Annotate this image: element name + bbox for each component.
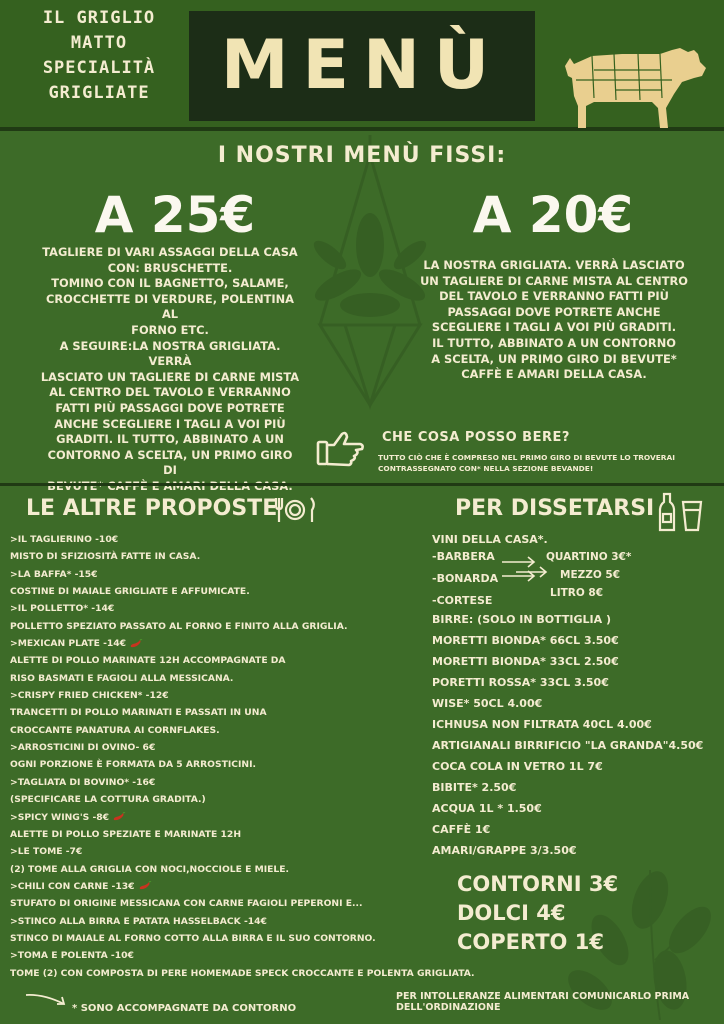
proposal-line [10,878,450,895]
proposal-text: STUFATO DI ORIGINE MESSICANA CON CARNE FAGIOLI PEPERONI E... [10,898,363,910]
proposal-text: >LE TOME -7€ [10,846,83,858]
proposal-line [10,947,450,964]
desc-line: PASSAGGI DOVE POTRETE ANCHE [447,304,661,319]
extra-item: DOLCI 4€ [457,901,566,925]
proposal-text: >LA BAFFA* -15€ [10,568,98,580]
proposal-text: ALETTE DI POLLO MARINATE 12H ACCOMPAGNATE DA [10,655,286,667]
wine-name: -BARBERA [432,550,495,563]
proposal-text: >CHILI CON CARNE -13€ [10,880,135,892]
wine-name: -BONARDA [432,572,499,585]
brand-line: MATTO [70,33,128,53]
drink-item: BIRRE: (SOLO IN BOTTIGLIA ) [432,613,611,626]
desc-line: UN TAGLIERE DI CARNE MISTA AL CENTRO [420,273,688,288]
desc-line: AL CENTRO DEL TAVOLO E VERRANNO [49,385,291,400]
proposal-line [10,652,450,669]
drinks-list [432,609,722,861]
proposal-text: TOME (2) CON COMPOSTA DI PERE HOMEMADE SPECK CROCCANTE E POLENTA GRIGLIATA. [10,967,475,979]
wine-header-block [432,529,722,550]
proposal-line [10,756,450,773]
proposal-text: >CRISPY FRIED CHICKEN* -12€ [10,690,169,702]
proposal-text: STINCO DI MAIALE AL FORNO COTTO ALLA BIRRA E IL SUO CONTORNO. [10,932,376,944]
cutlery-icon [272,496,318,524]
desc-line: A SEGUIRE:LA NOSTRA GRIGLIATA. VERRÀ [59,338,281,369]
proposal-line [10,930,450,947]
desc-line: CROCCHETTE DI VERDURE, POLENTINA AL [46,291,294,322]
proposal-line [10,704,450,721]
allergy-line: PER INTOLLERANZE ALIMENTARI COMUNICARLO PRIMA [396,991,690,1002]
proposal-line [10,965,475,982]
drink-question: CHE COSA POSSO BERE? [382,430,570,445]
desc-line: LA NOSTRA GRIGLIATA. VERRÀ LASCIATO [423,258,685,272]
price-25: A 25€ [94,186,256,244]
desc-line: TOMINO CON IL BAGNETTO, SALAME, [51,276,289,291]
proposal-line [10,583,450,600]
proposal-line [10,618,450,635]
other-proposals-title: LE ALTRE PROPOSTE [26,496,278,521]
hanging-plant-icon [300,135,440,420]
proposal-text: ALETTE DI POLLO SPEZIATE E MARINATE 12H [10,828,242,840]
desc-line: CONTORNO A SCELTA, UN PRIMO GIRO DI [47,447,293,478]
brand-line: SPECIALITÀ [42,58,156,78]
arrow-icon [502,557,546,581]
proposal-text: MISTO DI SFIZIOSITÀ FATTE IN CASA. [10,551,201,563]
drink-item: ICHNUSA NON FILTRATA 40CL 4.00€ [432,718,652,731]
proposal-line [10,635,450,652]
proposal-line [10,548,450,565]
desc-line: FORNO ETC. [131,322,209,337]
proposal-line [10,531,450,548]
drink-item: ARTIGIANALI BIRRIFICIO "LA GRANDA"4.50€ [432,739,704,752]
drink-item: BIBITE* 2.50€ [432,781,517,794]
drink-item: MORETTI BIONDA* 33CL 2.50€ [432,655,619,668]
wine-header: VINI DELLA CASA*. [432,533,548,546]
desc-line: SCEGLIERE I TAGLI A VOI PIÙ GRADITI. [431,320,677,335]
proposal-text: POLLETTO SPEZIATO PASSATO AL FORNO E FINITO ALLA GRIGLIA. [10,620,348,632]
drink-item: AMARI/GRAPPE 3/3.50€ [432,844,577,857]
brand-line: IL GRIGLIO [42,8,156,28]
drink-item: MORETTI BIONDA* 66CL 3.50€ [432,634,619,647]
proposal-line [10,809,450,826]
desc-line: CON: BRUSCHETTE. [107,260,233,275]
allergy-note [396,991,696,1013]
proposal-text: >IL TAGLIERINO -10€ [10,534,119,545]
proposal-line [10,722,450,739]
extras-list [457,870,697,957]
note-line: CONTRASSEGNATO CON* NELLA SEZIONE BEVANDE! [378,464,594,473]
proposal-line [10,600,450,617]
proposal-line [10,895,450,912]
proposal-line [10,566,450,583]
proposal-line [10,843,450,860]
bottle-glass-icon [655,492,705,532]
proposal-line [10,774,450,791]
proposal-text: >IL POLLETTO* -14€ [10,603,115,615]
proposal-line [10,670,450,687]
desc-line [40,479,300,495]
desc-line: FATTI PIÙ PASSAGGI DOVE POTRETE [55,400,285,415]
price-20: A 20€ [472,186,634,244]
proposal-line [10,791,450,808]
proposal-text: >SPICY WING'S -8€ [10,811,110,823]
proposal-text: RISO BASMATI E FAGIOLI ALLA MESSICANA. [10,672,234,684]
desc-line: GRADITI. IL TUTTO, ABBINATO A UN [56,432,284,447]
desc-line: TAGLIERE DI VARI ASSAGGI DELLA CASA [42,245,298,259]
proposal-line [10,687,450,704]
drink-item: CAFFÈ 1€ [432,823,491,836]
extra-item: CONTORNI 3€ [457,872,619,896]
wine-section [430,548,660,608]
chili-pepper-icon [138,881,152,891]
legend-note: * SONO ACCOMPAGNATE DA CONTORNO [72,1003,297,1014]
wine-name: -CORTESE [432,594,493,607]
proposal-text: >MEXICAN PLATE -14€ [10,638,127,650]
drink-item: ACQUA 1L * 1.50€ [432,802,542,815]
desc-line: ANCHE SCEGLIERE I TAGLI A VOI PIÙ [54,416,286,431]
proposal-text: OGNI PORZIONE È FORMATA DA 5 ARROSTICINI. [10,759,257,771]
note-line: TUTTO CIÒ CHE È COMPRESO NEL PRIMO GIRO DI BEVUTE LO TROVERAI [378,453,675,462]
wine-price: QUARTINO 3€* [546,551,632,563]
menu-25-description [40,245,300,495]
brand-block [24,6,174,106]
proposal-text: COSTINE DI MAIALE GRIGLIATE E AFFUMICATE. [10,586,250,598]
proposal-line [10,913,450,930]
proposal-line [10,739,450,756]
chili-pepper-icon [112,812,126,822]
allergy-line: DELL'ORDINAZIONE [396,1002,501,1013]
proposal-text: TRANCETTI DI POLLO MARINATI E PASSATI IN UNA [10,707,267,719]
proposal-line [10,826,450,843]
wine-price: LITRO 8€ [550,587,604,599]
proposal-text: >ARROSTICINI DI OVINO- 6€ [10,742,156,754]
drink-item: COCA COLA IN VETRO 1L 7€ [432,760,603,773]
wine-price: MEZZO 5€ [560,569,621,581]
menu-title: MENÙ [220,26,504,105]
proposal-line [10,861,450,878]
menu-20-description [420,258,688,383]
desc-line: LASCIATO UN TAGLIERE DI CARNE MISTA [40,369,300,384]
chili-pepper-icon [129,639,143,649]
drinks-title: PER DISSETARSI [455,496,655,521]
drink-item: PORETTI ROSSA* 33CL 3.50€ [432,676,609,689]
proposal-text: >TAGLIATA DI BOVINO* -16€ [10,776,156,788]
desc-line: DEL TAVOLO E VERRANNO FATTI PIÙ [439,289,669,304]
desc-line: IL TUTTO, ABBINATO A UN CONTORNO [432,335,676,350]
desc-line: CAFFÈ E AMARI DELLA CASA. [461,367,647,382]
proposal-text: >STINCO ALLA BIRRA E PATATA HASSELBACK -14€ [10,915,267,927]
proposal-text: >TOMA E POLENTA -10€ [10,950,134,962]
drink-note [378,452,708,474]
pointing-hand-icon [316,428,366,470]
proposal-text: (2) TOME ALLA GRIGLIA CON NOCI,NOCCIOLE E MIELE. [10,863,290,875]
proposal-text: (SPECIFICARE LA COTTURA GRADITA.) [10,794,206,806]
fixed-menus-title: I NOSTRI MENÙ FISSI: [217,143,507,168]
curved-arrow-icon [24,992,70,1008]
bull-cuts-icon [562,36,710,130]
brand-line: GRIGLIATE [48,83,150,103]
section-divider [0,483,724,486]
proposal-text: CROCCANTE PANATURA AI CORNFLAKES. [10,724,220,736]
desc-line: A SCELTA, UN PRIMO GIRO DI BEVUTE* [431,351,677,366]
drink-item: WISE* 50CL 4.00€ [432,697,543,710]
extra-item: COPERTO 1€ [457,930,604,954]
